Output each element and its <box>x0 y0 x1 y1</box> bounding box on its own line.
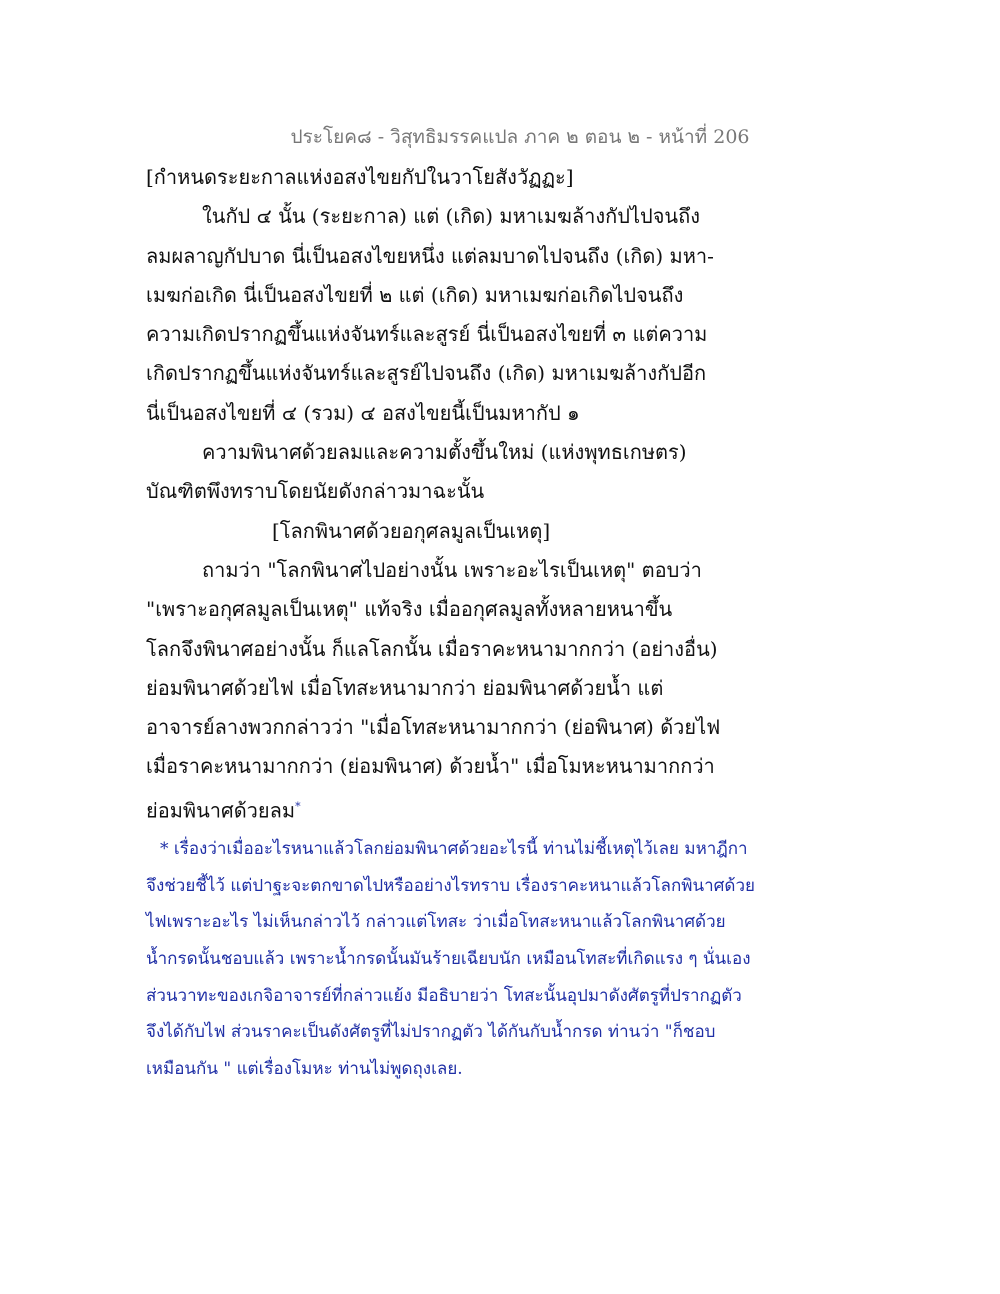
footnote-line: ไฟเพราะอะไร ไม่เห็นกล่าวไว้ กล่าวแต่โทสะ ว่าเมื่อโทสะหนาแล้วโลกพินาศด้วย <box>146 912 726 933</box>
section-heading: [กำหนดระยะกาลแห่งอสงไขยกัปในวาโยสังวัฏฏะ] <box>146 165 574 189</box>
paragraph-line: ถามว่า "โลกพินาศไปอย่างนั้น เพราะอะไรเป็นเหตุ" ตอบว่า <box>202 557 702 582</box>
paragraph-line-text: ย่อมพินาศด้วยลม <box>146 798 296 823</box>
footnote-line: เหมือนกัน " แต่เรื่องโมหะ ท่านไม่พูดถุงเลย. <box>146 1059 463 1080</box>
footnote-line: ส่วนวาทะของเกจิอาจารย์ที่กล่าวแย้ง มีอธิบายว่า โทสะนั้นอุปมาดังศัตรูที่ปรากฏตัว <box>146 985 742 1006</box>
paragraph-line: ความพินาศด้วยลมและความตั้งขึ้นใหม่ (แห่งพุทธเกษตร) <box>202 440 687 465</box>
paragraph-line: ลมผลาญกัปบาด นี่เป็นอสงไขยหนึ่ง แต่ลมบาดไปจนถึง (เกิด) มหา- <box>146 243 714 268</box>
footnote <box>146 831 756 1088</box>
paragraph-line <box>146 787 706 826</box>
footnote-line: จึงได้กับไฟ ส่วนราคะเป็นดังศัตรูที่ไม่ปรากฏตัว ได้กันกับน้ำกรด ท่านว่า "ก็ชอบ <box>146 1022 716 1043</box>
footnote-line: น้ำกรดนั้นชอบแล้ว เพราะน้ำกรดนั้นมันร้ายเฉียบนัก เหมือนโทสะที่เกิดแรง ๆ นั่นเอง <box>146 949 751 970</box>
paragraph-line: ในกัป ๔ นั้น (ระยะกาล) แต่ (เกิด) มหาเมฆล้างกัปไปจนถึง <box>202 204 700 229</box>
footnote-line: * เรื่องว่าเมื่ออะไรหนาแล้วโลกย่อมพินาศด้วยอะไรนี้ ท่านไม่ชี้เหตุไว้เลย มหาฎีกา <box>160 839 748 859</box>
paragraph-line: โลกจึงพินาศอย่างนั้น ก็แลโลกนั้น เมื่อราคะหนามากกว่า (อย่างอื่น) <box>146 636 718 661</box>
paragraph-line: เมฆก่อเกิด นี่เป็นอสงไขยที่ ๒ แต่ (เกิด) มหาเมฆก่อเกิดไปจนถึง <box>146 282 684 307</box>
paragraph-line: นี่เป็นอสงไขยที่ ๔ (รวม) ๔ อสงไขยนี้เป็นมหากัป ๑ <box>146 400 580 425</box>
paragraph-line: อาจารย์ลางพวกกล่าวว่า "เมื่อโทสะหนามากกว่า (ย่อพินาศ) ด้วยไฟ <box>146 715 721 740</box>
paragraph-line: เกิดปรากฏขึ้นแห่งจันทร์และสูรย์ไปจนถึง (เกิด) มหาเมฆล้างกัปอีก <box>146 361 707 386</box>
section-heading: [โลกพินาศด้วยอกุศลมูลเป็นเหตุ] <box>272 518 551 543</box>
running-header: ประโยค๘ - วิสุทธิมรรคแปล ภาค ๒ ตอน ๒ - หน้าที่ 206 <box>290 126 750 148</box>
footnote-marker: * <box>295 799 301 813</box>
paragraph-line: "เพราะอกุศลมูลเป็นเหตุ" แท้จริง เมื่ออกุศลมูลทั้งหลายหนาขึ้น <box>146 597 673 622</box>
footnote-line: จึงช่วยชี้ไว้ แต่ปาฐะจะตกขาดไปหรืออย่างไรทราบ เรื่องราคะหนาแล้วโลกพินาศด้วย <box>146 875 755 896</box>
paragraph-line: ย่อมพินาศด้วยไฟ เมื่อโทสะหนามากว่า ย่อมพินาศด้วยน้ำ แต่ <box>146 675 664 700</box>
paragraph-line: เมื่อราคะหนามากกว่า (ย่อมพินาศ) ด้วยน้ำ" เมื่อโมหะหนามากกว่า <box>146 754 715 779</box>
paragraph-line: ความเกิดปรากฏขึ้นแห่งจันทร์และสูรย์ นี่เป็นอสงไขยที่ ๓ แต่ความ <box>146 322 708 347</box>
paragraph-line: บัณฑิตพึงทราบโดยนัยดังกล่าวมาฉะนั้น <box>146 479 485 504</box>
main-text <box>146 158 721 826</box>
